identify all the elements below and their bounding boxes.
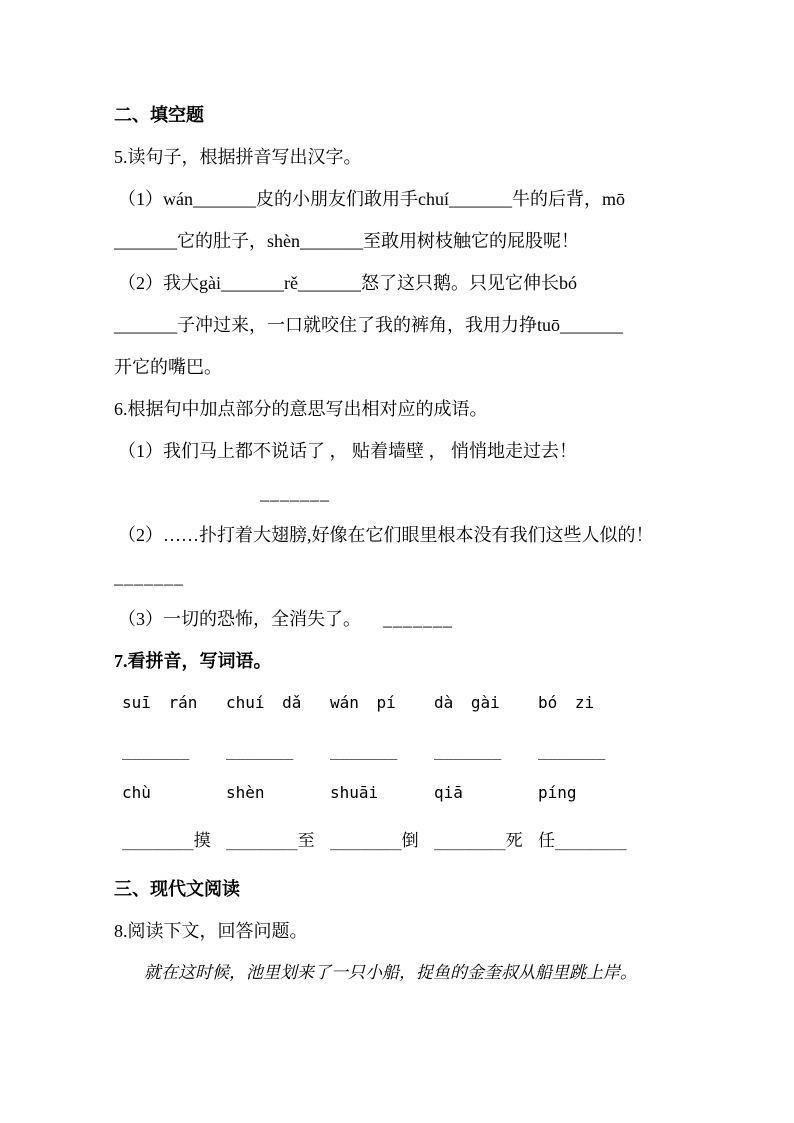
q7-pinyin-cell: shuāi [330,783,379,802]
q6-item2: （2）……扑打着大翅膀,好像在它们眼里根本没有我们这些人似的！ [118,525,654,545]
q8-title: 8.阅读下文，回答问题。 [114,921,308,941]
q7-pinyin-cell: píng [538,783,577,802]
q7-pinyin-cell: qiā [434,783,463,802]
q7-answer-blank: _______ [226,741,294,760]
q7-pinyin-row-1 [122,682,706,724]
q7-pinyin-cell: wán pí [330,693,396,712]
q6-answer-blank-3: _______ [383,609,453,629]
q5-sentence2-line1: （2）我大gài_______rě_______怒了这只鹅。只见它伸长bó [118,273,577,293]
q5-sentence2-line2: _______子冲过来，一口就咬住了我的裤角，我用力挣tuō_______ [114,315,623,335]
q6-item1: （1）我们马上都不说话了 ， 贴着墙壁 ， 悄悄地走过去！ [118,441,577,461]
q7-blank-row-1 [122,730,706,772]
q7-title: 7.看拼音，写词语。 [114,651,272,671]
q7-answer-with-char: 任_______ [538,831,627,851]
q8-passage-line: 就在这时候，池里划来了一只小船，捉鱼的金奎叔从船里跳上岸。 [144,963,637,982]
q5-sentence1-line1: （1）wán_______皮的小朋友们敢用手chuí_______牛的后背，mō [118,189,625,209]
q5-title: 5.读句子，根据拼音写出汉字。 [114,147,362,167]
q7-answer-blank: _______ [434,741,502,760]
q7-answer-blank: _______ [330,741,398,760]
q7-pinyin-cell: suī rán [122,693,198,712]
q6-item3-text: （3）一切的恐怖，全消失了。 [118,609,361,629]
q7-answer-with-char: _______摸 [122,831,211,851]
q6-answer-blank-1: _______ [260,483,330,503]
q5-sentence1-line2: _______它的肚子，shèn_______至敢用树枝触它的屁股呢！ [114,231,579,251]
q7-answer-with-char: _______至 [226,831,315,851]
q7-blank-row-2 [122,820,706,862]
q7-answer-blank: _______ [122,741,190,760]
section-fill-heading: 二、填空题 [114,105,204,125]
q7-answer-with-char: _______倒 [330,831,419,851]
q7-pinyin-cell: chuí dǎ [226,693,302,712]
q7-answer-blank: _______ [538,741,606,760]
q5-sentence2-line3: 开它的嘴巴。 [114,357,222,377]
q6-title: 6.根据句中加点部分的意思写出相对应的成语。 [114,399,488,419]
q6-answer-blank-2: _______ [114,567,184,587]
q7-pinyin-row-2 [122,772,706,814]
q7-pinyin-cell: bó zi [538,693,595,712]
q7-answer-with-char: _______死 [434,831,523,851]
section-reading-heading: 三、现代文阅读 [114,879,240,899]
q7-pinyin-cell: shèn [226,783,265,802]
q7-pinyin-cell: chù [122,783,151,802]
q6-item3 [114,598,706,640]
q7-pinyin-cell: dà gài [434,693,500,712]
